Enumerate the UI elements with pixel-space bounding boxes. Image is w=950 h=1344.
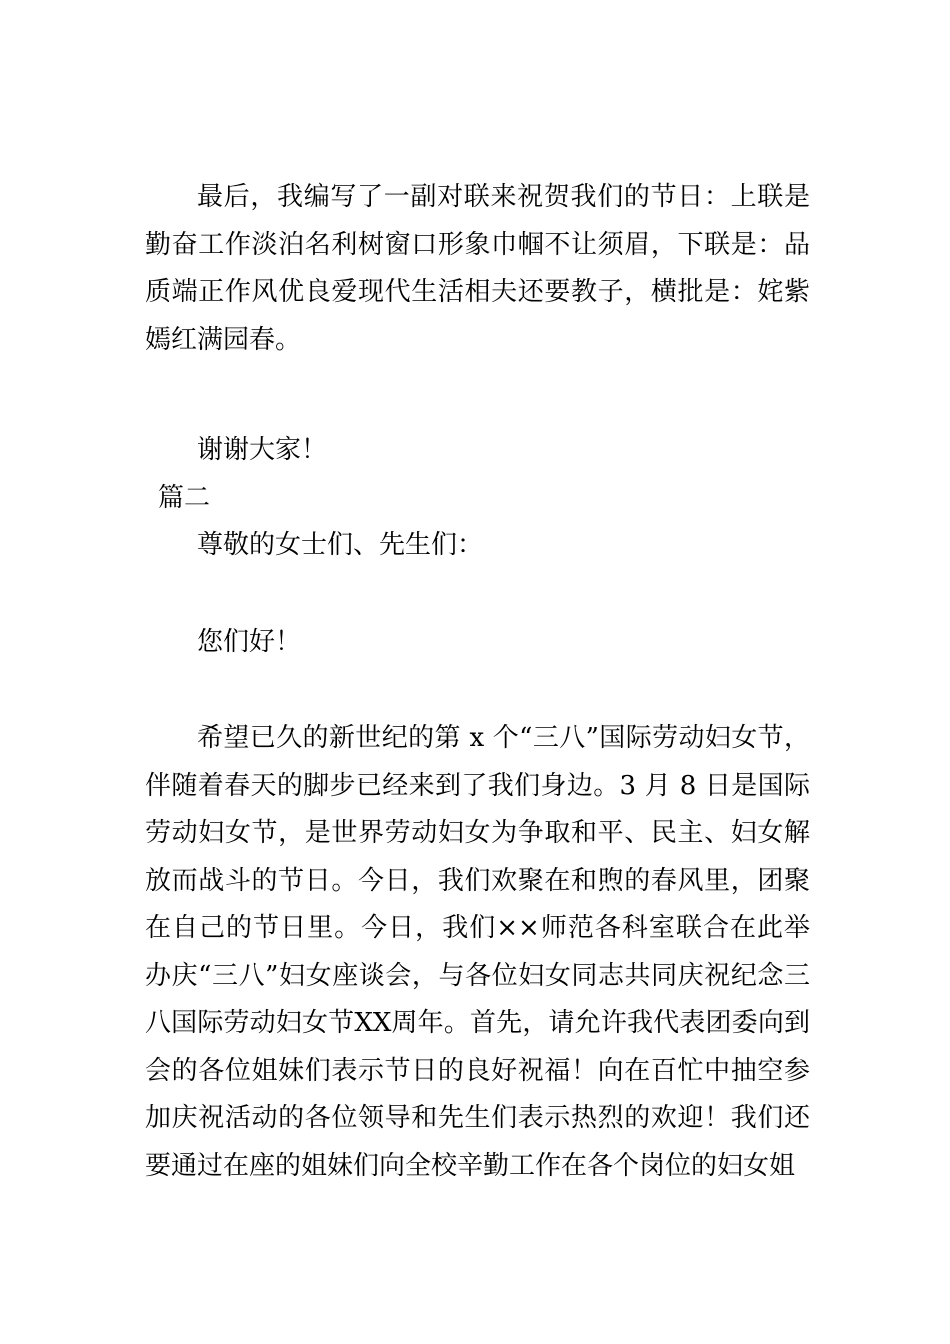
- speech-body-paragraph: 希望已久的新世纪的第 x 个“三八”国际劳动妇女节，伴随着春天的脚步已经来到了我们身边。3 月 8 日是国际劳动妇女节，是世界劳动妇女为争取和平、民主、妇女解放而战斗的节日。今日，我们欢聚在和煦的春风里，团聚在自己的节日里。今日，我们××师范各科室联合在此举办庆“三八”妇女座谈会，与各位妇女同志共同庆祝纪念三八国际劳动妇女节XX周年。首先，请允许我代表团委向到会的各位姐妹们表示节日的良好祝福！向在百忙中抽空参加庆祝活动的各位领导和先生们表示热烈的欢迎！我们还要通过在座的姐妹们向全校辛勤工作在各个岗位的妇女姐: [145, 723, 810, 1181]
- salutation-paragraph: 尊敬的女士们、先生们：: [197, 530, 484, 560]
- section-heading: 篇二: [158, 483, 211, 513]
- thanks-paragraph: 谢谢大家！: [197, 435, 328, 465]
- closing-couplet-paragraph: 最后，我编写了一副对联来祝贺我们的节日：上联是勤奋工作淡泊名利树窗口形象巾帼不让须眉，下联是：品质端正作风优良爱现代生活相夫还要教子，横批是：姹紫嫣红满园春。: [145, 182, 810, 355]
- greeting-paragraph: 您们好！: [197, 627, 302, 657]
